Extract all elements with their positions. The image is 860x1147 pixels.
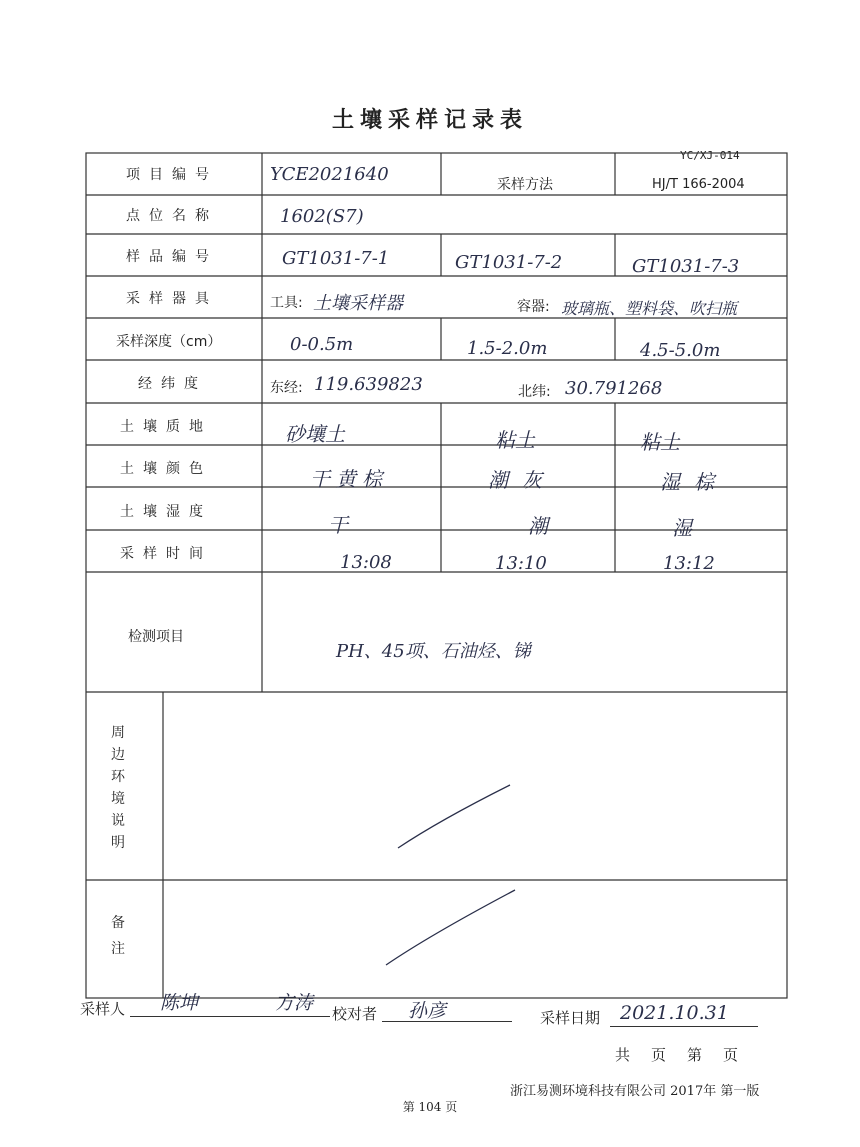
checker-line [382, 1021, 512, 1022]
moisture-2: 潮 [528, 514, 548, 538]
label-depth: 采样深度（cm） [116, 334, 222, 350]
east-value: 119.639823 [314, 374, 423, 395]
north-value: 30.791268 [565, 378, 663, 399]
label-date: 采样日期 [540, 1009, 601, 1027]
page-title: 土壤采样记录表 [331, 108, 528, 133]
label-point-name: 点位名称 [126, 208, 218, 224]
color-1: 干黄棕 [310, 467, 388, 491]
label-sample-no: 样品编号 [126, 249, 218, 265]
label-project-no: 项目编号 [126, 167, 218, 183]
label-east: 东经: [270, 380, 303, 396]
label-tools: 采样器具 [126, 291, 218, 307]
tool-value: 土壤采样器 [313, 293, 403, 314]
sampler-value-1: 陈坤 [160, 992, 199, 1014]
depth-2: 1.5-2.0m [467, 338, 548, 359]
moisture-3: 湿 [672, 516, 692, 540]
point-name-value: 1602(S7) [280, 206, 364, 227]
label-method: 采样方法 [497, 177, 553, 193]
label-texture: 土壤质地 [120, 419, 212, 435]
texture-1: 砂壤土 [285, 422, 345, 446]
date-value: 2021.10.31 [620, 1002, 729, 1024]
time-1: 13:08 [340, 552, 392, 573]
method-value: HJ/T 166-2004 [652, 177, 745, 192]
sample-no-1: GT1031-7-1 [282, 248, 390, 269]
color-2: 潮灰 [488, 468, 556, 492]
time-2: 13:10 [495, 553, 547, 574]
label-color: 土壤颜色 [120, 461, 212, 477]
label-tool: 工具: [270, 295, 303, 311]
color-3: 湿棕 [660, 470, 728, 494]
date-line [610, 1026, 758, 1027]
container-value: 玻璃瓶、塑料袋、吹扫瓶 [561, 299, 738, 318]
project-no-value: YCE2021640 [270, 164, 389, 185]
label-time: 采样时间 [120, 546, 212, 562]
sampler-line [130, 1016, 330, 1017]
checker-value: 孙彦 [408, 1000, 447, 1022]
sample-no-2: GT1031-7-2 [455, 252, 563, 273]
time-3: 13:12 [663, 553, 715, 574]
moisture-1: 干 [328, 513, 348, 537]
form-code: YC/XJ-014 [680, 149, 740, 162]
texture-3: 粘土 [640, 430, 680, 454]
depth-1: 0-0.5m [290, 334, 354, 355]
label-container: 容器: [517, 299, 550, 315]
pager: 共 页 第 页 [615, 1046, 742, 1064]
label-checker: 校对者 [332, 1005, 378, 1023]
texture-2: 粘土 [495, 428, 535, 452]
label-environment: 周边环境说明 [111, 725, 125, 851]
company-line: 浙江易测环境科技有限公司 2017年 第一版 [510, 1084, 760, 1099]
sampler-value-2: 方涛 [275, 992, 314, 1014]
label-remarks: 备注 [111, 915, 125, 957]
label-north: 北纬: [518, 384, 551, 400]
page-number: 第 104 页 [402, 1100, 458, 1114]
sample-no-3: GT1031-7-3 [632, 256, 740, 277]
label-coords: 经纬度 [138, 376, 207, 392]
depth-3: 4.5-5.0m [640, 340, 721, 361]
label-items: 检测项目 [128, 629, 184, 645]
label-moisture: 土壤湿度 [120, 504, 212, 520]
items-value: PH、45项、石油烃、锑 [336, 641, 531, 662]
label-sampler: 采样人 [80, 1000, 126, 1018]
